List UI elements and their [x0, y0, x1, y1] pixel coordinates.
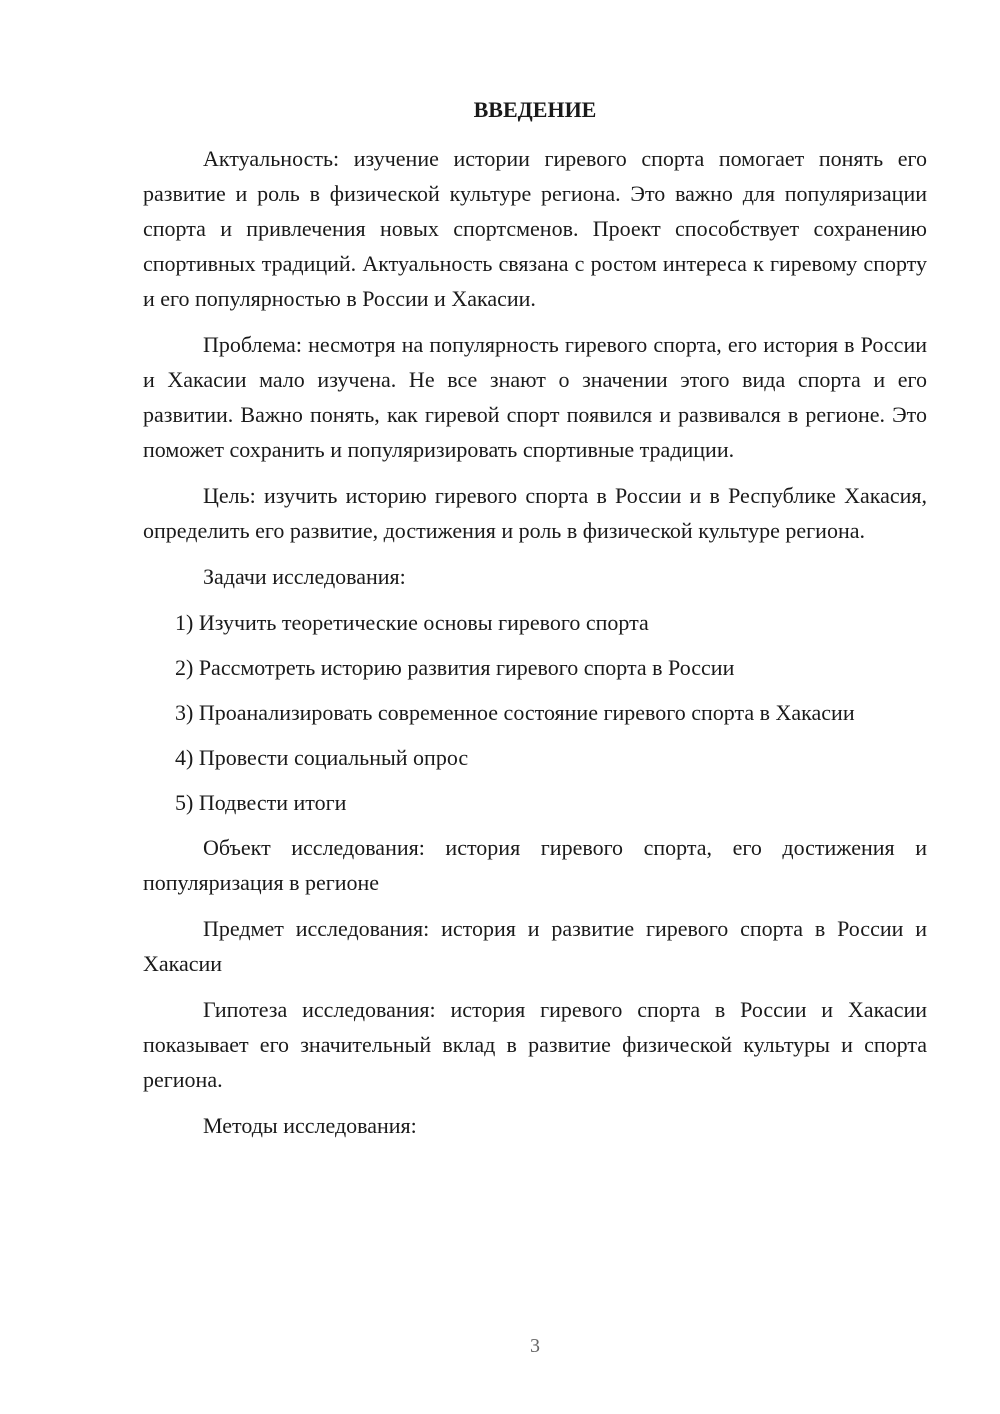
- task-item-3: 3) Проанализировать современное состояние гиревого спорта в Хакасии: [175, 700, 855, 725]
- tasks-heading: Задачи исследования:: [203, 564, 406, 589]
- goal-paragraph: Цель: изучить историю гиревого спорта в России и в Республике Хакасия, определить его развитие, достижения и роль в физической культуре региона.: [143, 483, 927, 543]
- task-item-2: 2) Рассмотреть историю развития гиревого спорта в России: [175, 655, 735, 680]
- relevance-paragraph: Актуальность: изучение истории гиревого спорта помогает понять его развитие и роль в физической культуре региона. Это важно для популяризации спорта и привлечения новых спортсменов. Проект способствует сохранению спортивных традиций. Актуальность связана с ростом интереса к гиревому спорту и его популярностью в России и Хакасии.: [143, 146, 927, 311]
- task-item-4: 4) Провести социальный опрос: [175, 745, 469, 770]
- document-page: [143, 92, 927, 1154]
- object-paragraph: Объект исследования: история гиревого спорта, его достижения и популяризация в регионе: [143, 835, 927, 895]
- problem-paragraph: Проблема: несмотря на популярность гиревого спорта, его история в России и Хакасии мало изучена. Не все знают о значении этого вида спорта и его развитии. Важно понять, как гиревой спорт появился и развивался в регионе. Это поможет сохранить и популяризировать спортивные традиции.: [143, 332, 927, 462]
- page-number: 3: [530, 1335, 540, 1357]
- hypothesis-paragraph: Гипотеза исследования: история гиревого спорта в России и Хакасии показывает его значительный вклад в развитие физической культуры и спорта региона.: [143, 997, 927, 1092]
- section-title: ВВЕДЕНИЕ: [473, 97, 597, 122]
- task-item-5: 5) Подвести итоги: [175, 790, 347, 815]
- subject-paragraph: Предмет исследования: история и развитие гиревого спорта в России и Хакасии: [143, 916, 927, 976]
- methods-heading: Методы исследования:: [203, 1113, 417, 1138]
- task-item-1: 1) Изучить теоретические основы гиревого спорта: [175, 610, 649, 635]
